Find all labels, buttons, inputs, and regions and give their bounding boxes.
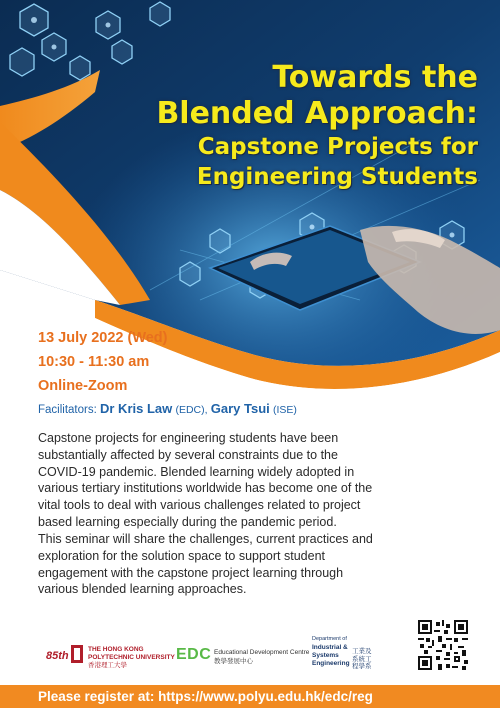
polyu-85th-mark: 85th — [46, 650, 69, 662]
edc-name: Educational Development Centre — [214, 649, 310, 656]
ise-line-1: Industrial & — [312, 644, 348, 651]
ise-dept: Department of — [312, 636, 347, 642]
edc-chinese: 教學發展中心 — [214, 658, 253, 665]
facilitator-name-1: Dr Kris Law — [100, 401, 173, 416]
event-time: 10:30 - 11:30 am — [38, 354, 150, 370]
event-details — [38, 326, 168, 398]
logos-row — [0, 618, 500, 678]
facilitator-name-2: Gary Tsui — [210, 401, 270, 416]
title-line-3: Capstone Projects for — [197, 134, 478, 160]
polyu-chinese: 香港理工大學 — [88, 662, 127, 669]
description-paragraph-1: Capstone projects for engineering students have been substantially affected by several constraints due to the COVID-19 pandemic. Blended learning widely adopted in various tertiary institutions worldwide has become one of the vital tools to deal with various challenges related to project based learning especially during the pandemic period. — [38, 431, 373, 529]
facilitator-org-2: (ISE) — [272, 404, 297, 416]
event-date: 13 July 2022 (Wed) — [38, 330, 168, 346]
ise-line-3: Engineering — [312, 660, 350, 667]
event-venue: Online-Zoom — [38, 378, 128, 394]
polyu-name-2: POLYTECHNIC UNIVERSITY — [88, 654, 175, 661]
title-line-4: Engineering Students — [196, 164, 478, 190]
qr-code-icon[interactable] — [418, 620, 468, 670]
title-line-2: Blended Approach: — [156, 96, 478, 131]
ise-chinese: 工業及系統工程學系 — [352, 648, 372, 670]
facilitator-org-1: (EDC), — [175, 404, 208, 416]
edc-abbr: EDC — [176, 646, 212, 663]
facilitators-line — [38, 401, 297, 416]
register-link[interactable]: Please register at: https://www.polyu.edu.hk/edc/reg — [38, 689, 373, 704]
polyu-name-1: THE HONG KONG — [88, 646, 144, 653]
register-bar[interactable] — [0, 685, 500, 708]
ise-line-2: Systems — [312, 652, 339, 659]
title-line-1: Towards the — [272, 60, 478, 95]
description-paragraph-2: This seminar will share the challenges, current practices and exploration for the solution space to support student engagement with the capstone project learning through various blended learning approaches. — [38, 532, 373, 597]
polyu-emblem-icon — [70, 644, 84, 664]
poster-title — [60, 60, 478, 192]
facilitators-label: Facilitators: — [38, 404, 97, 416]
